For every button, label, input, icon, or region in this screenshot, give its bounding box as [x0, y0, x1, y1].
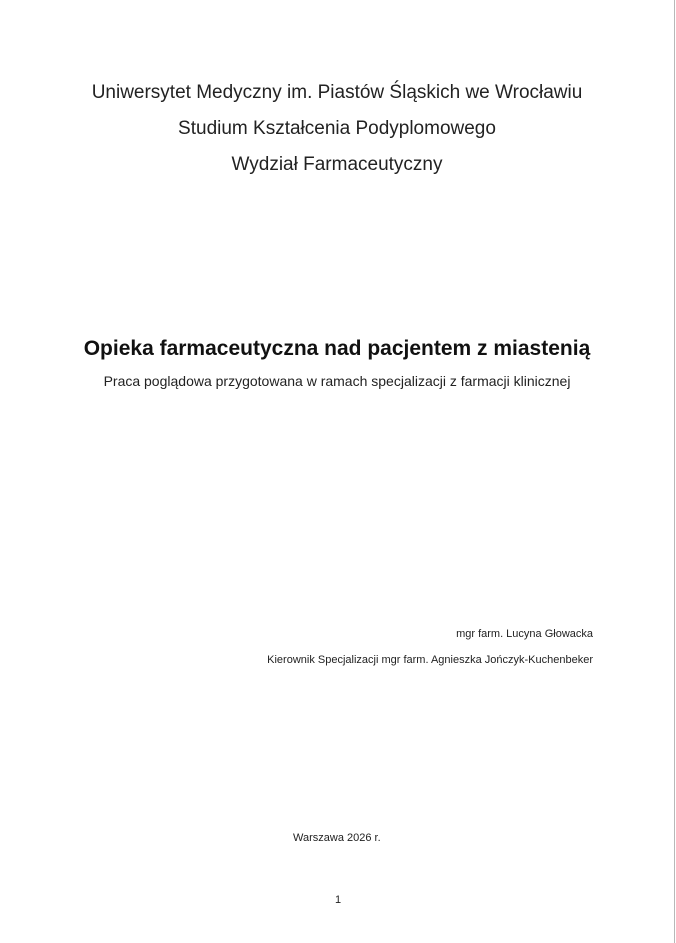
school-name: Studium Kształcenia Podyplomowego — [178, 118, 496, 139]
faculty-name: Wydział Farmaceutyczny — [231, 154, 443, 175]
university-name: Uniwersytet Medyczny im. Piastów Śląskich we Wrocławiu — [91, 82, 583, 103]
document-title: Opieka farmaceutyczna nad pacjentem z miastenią — [83, 337, 591, 360]
page-number: 1 — [334, 894, 342, 906]
author-name: mgr farm. Lucyna Głowacka — [456, 628, 593, 640]
supervisor-name: Kierownik Specjalizacji mgr farm. Agnieszka Jończyk-Kuchenbeker — [267, 654, 593, 666]
page-border — [674, 0, 675, 943]
document-subtitle: Praca poglądowa przygotowana w ramach specjalizacji z farmacji klinicznej — [103, 373, 571, 389]
place-and-date: Warszawa 2026 r. — [293, 832, 381, 844]
